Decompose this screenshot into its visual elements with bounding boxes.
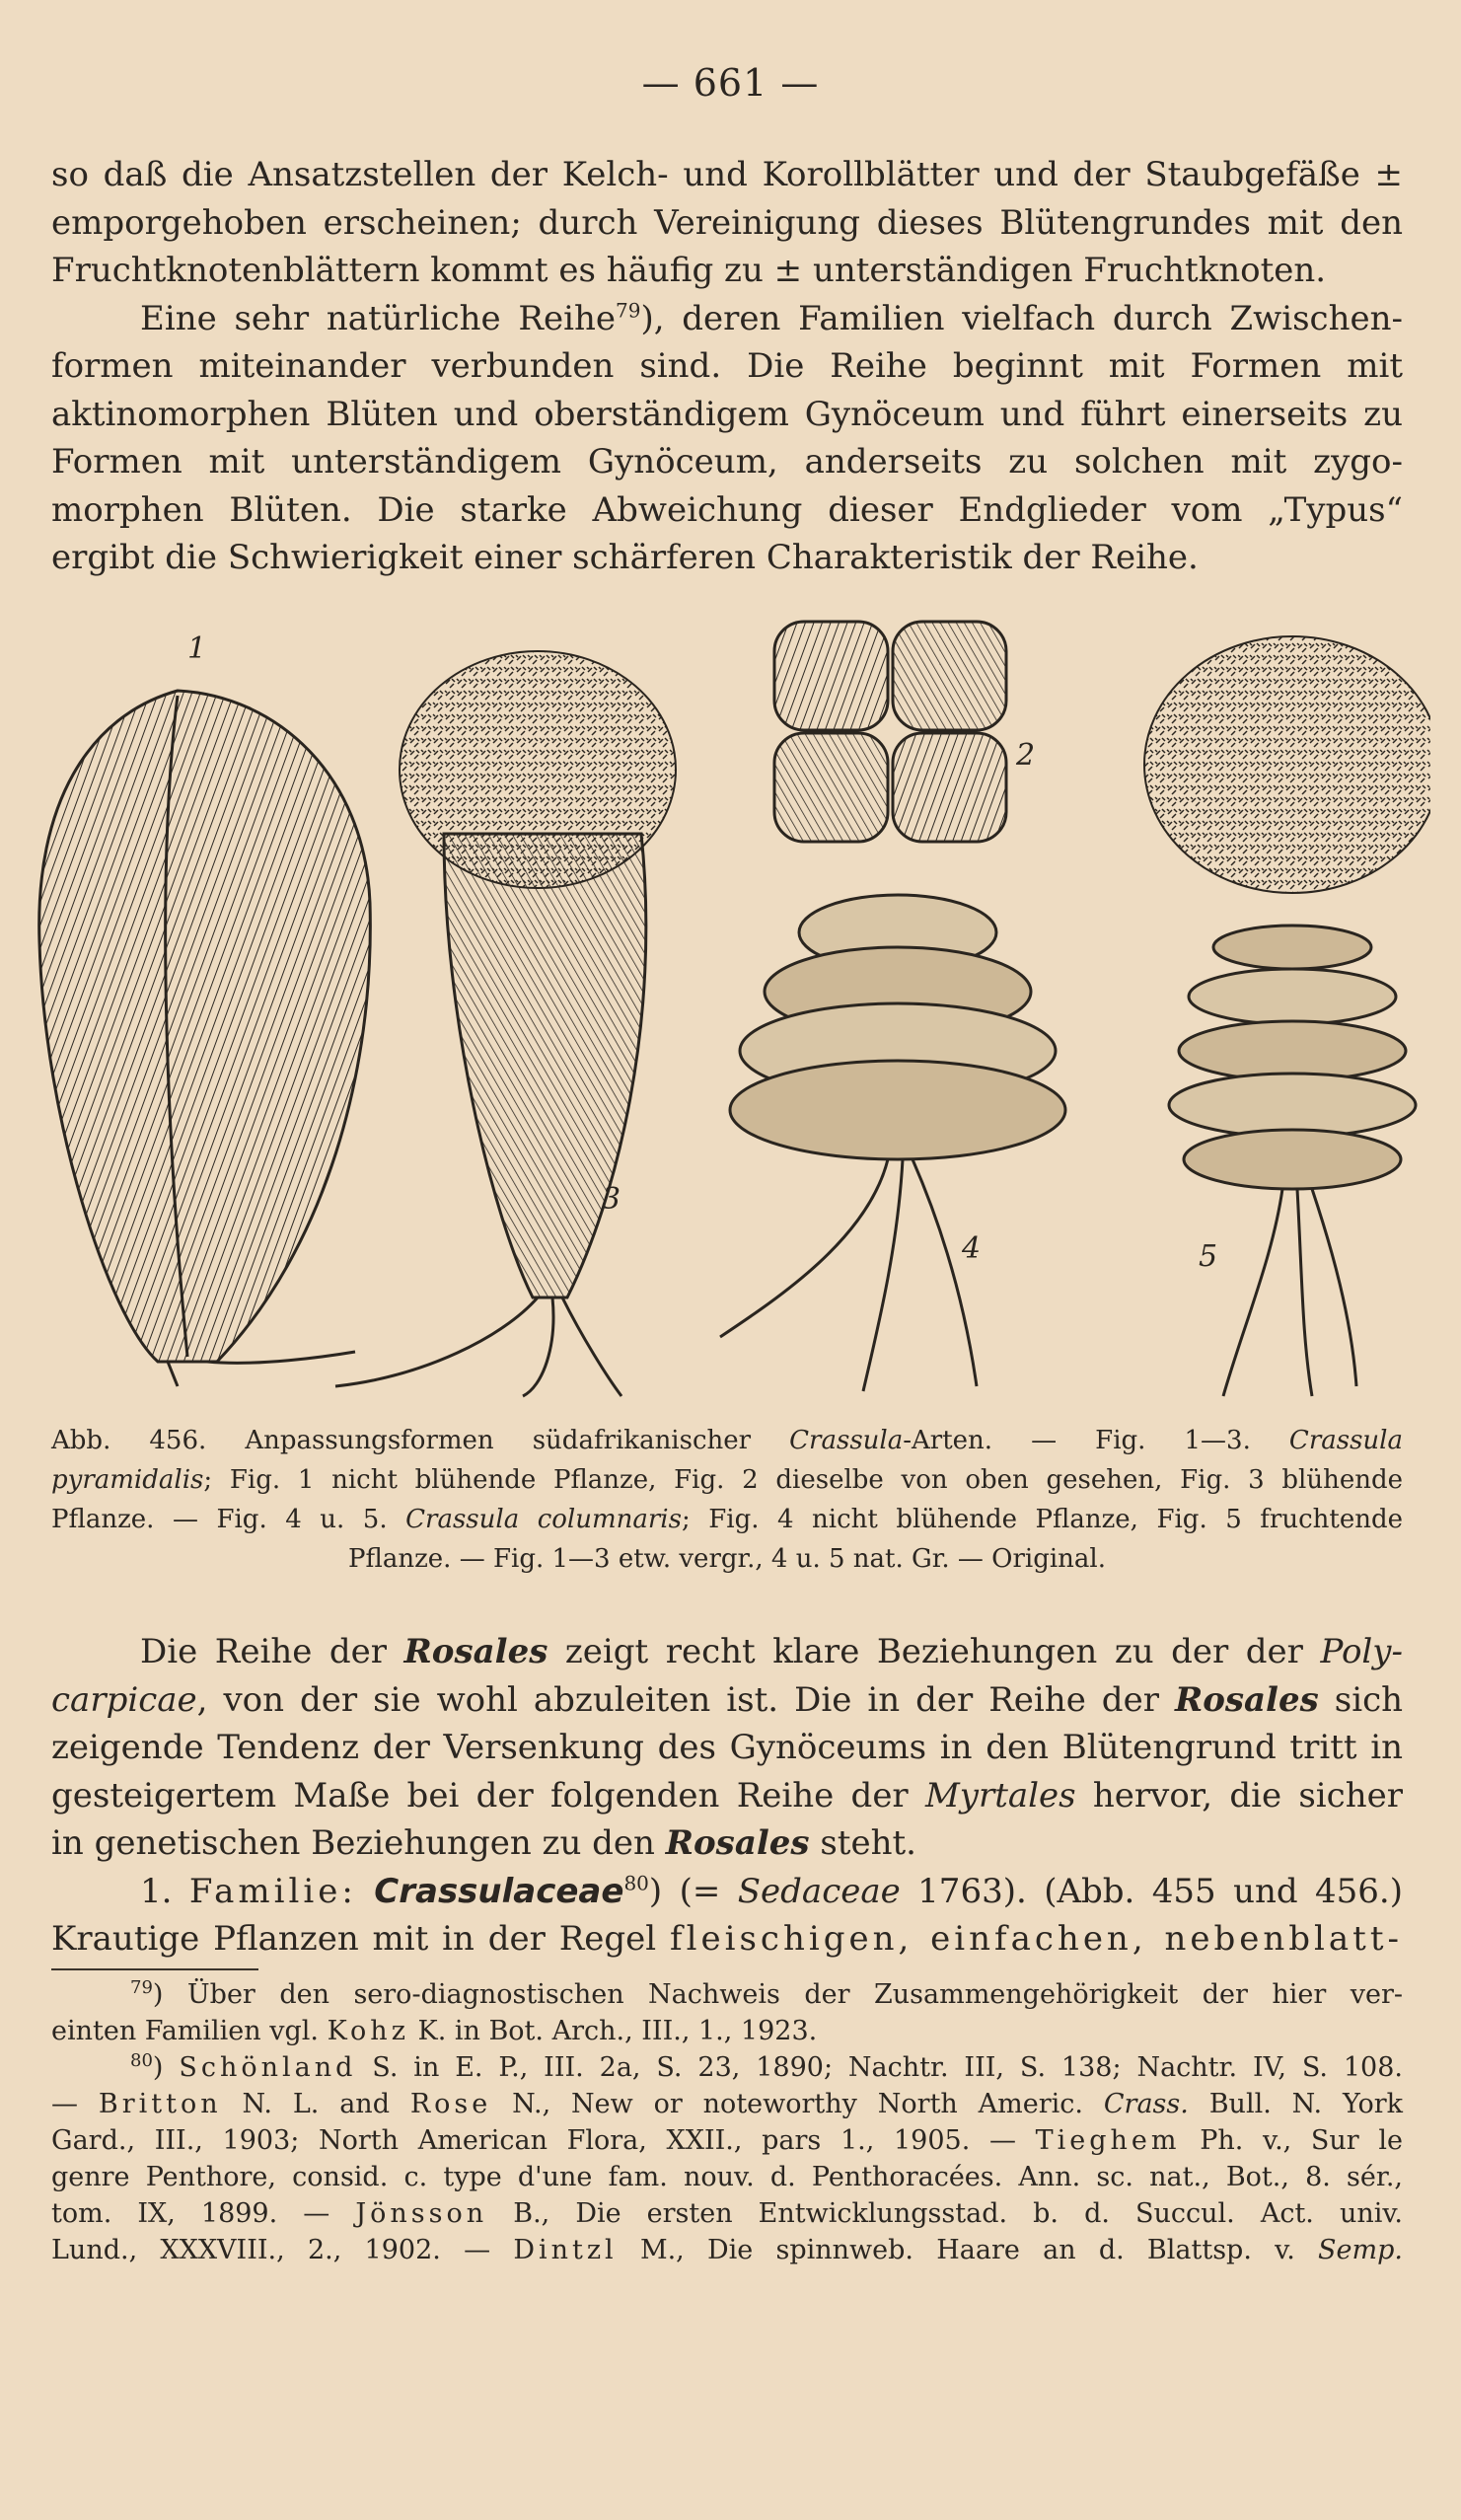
figure-label-1: 1 <box>187 631 207 666</box>
text-line: carpicae, von der sie wohl abzuleiten ist. Die in der Reihe der Rosales sich <box>51 1679 1404 1720</box>
footnotes <box>51 1976 1403 2268</box>
figure-3-plant <box>335 651 676 1396</box>
footnote-80-cont: genre Penthore, consid. c. type d'une fam. nouv. d. Penthoracées. Ann. sc. nat., Bot., 8. sér., <box>51 2162 1403 2192</box>
figure-label-5: 5 <box>1199 1239 1218 1274</box>
figure-label-4: 4 <box>962 1231 982 1266</box>
crassula-figure <box>30 607 1430 1411</box>
figure-caption <box>51 1421 1403 1579</box>
text-line: zeigende Tendenz der Versenkung des Gynöceums in den Blütengrund tritt in <box>51 1728 1403 1767</box>
figure-4-plant <box>720 895 1065 1391</box>
paragraph-top <box>51 151 1403 582</box>
text-line: Formen mit unterständigem Gynöceum, anderseits zu solchen mit zygo- <box>51 442 1403 482</box>
caption-line: Abb. 456. Anpassungsformen südafrikanischer Crassula-Arten. — Fig. 1—3. Crassula <box>51 1426 1403 1455</box>
footnote-80-cont: — Britton N. L. and Rose N., New or noteworthy North Americ. Crass. Bull. N. York <box>51 2089 1404 2119</box>
figure-5-plant <box>1144 636 1430 1396</box>
text-line: emporgehoben erscheinen; durch Vereinigung dieses Blütengrundes mit den <box>51 202 1403 243</box>
text-line: Krautige Pflanzen mit in der Regel fleischigen, einfachen, nebenblatt- <box>51 1919 1403 1959</box>
text-line: formen miteinander verbunden sind. Die Reihe beginnt mit Formen mit <box>51 346 1403 386</box>
text-line: Die Reihe der Rosales zeigt recht klare Beziehungen zu der der Poly- <box>140 1632 1403 1671</box>
text-line: in genetischen Beziehungen zu den Rosales steht. <box>51 1823 916 1863</box>
text-line: Eine sehr natürliche Reihe$^{79}$), deren Familien vielfach durch Zwischen- <box>140 298 1403 338</box>
caption-line: Pflanze. — Fig. 4 u. 5. Crassula columnaris; Fig. 4 nicht blühende Pflanze, Fig. 5 fruchtende <box>51 1505 1403 1534</box>
text-line: Fruchtknotenblättern kommt es häufig zu ± unterständigen Fruchtknoten. <box>51 251 1327 290</box>
footnote-79-cont: einten Familien vgl. Kohz K. in Bot. Arch., III., 1., 1923. <box>51 2016 818 2046</box>
figure-2-top-view <box>774 622 1006 842</box>
text-line: ergibt die Schwierigkeit einer schärferen Charakteristik der Reihe. <box>51 538 1199 577</box>
family-heading: 1. Familie: Crassulaceae$^{80}$) (= Sedaceae 1763). (Abb. 455 und 456.) <box>140 1871 1404 1911</box>
footnote-80-cont: tom. IX, 1899. — Jönsson B., Die ersten Entwicklungsstad. b. d. Succul. Act. univ. <box>51 2198 1403 2229</box>
figure-1-plant <box>39 691 371 1386</box>
figure-label-3: 3 <box>602 1182 621 1217</box>
caption-line: Pflanze. — Fig. 1—3 etw. vergr., 4 u. 5 nat. Gr. — Original. <box>348 1544 1106 1574</box>
footnote-divider <box>51 1968 258 1970</box>
figure-label-2: 2 <box>1016 738 1036 773</box>
paragraph-three <box>51 1628 1403 1964</box>
footnote-80: $^{80}$) Schönland S. in E. P., III. 2a, S. 23, 1890; Nachtr. III, S. 138; Nachtr. IV, S. 108. <box>130 2050 1403 2083</box>
caption-line: pyramidalis; Fig. 1 nicht blühende Pflanze, Fig. 2 dieselbe von oben gesehen, Fig. 3 blühende <box>51 1465 1403 1495</box>
footnote-79: $^{79}$) Über den sero-diagnostischen Nachweis der Zusammengehörigkeit der hier ver- <box>130 1977 1403 2010</box>
text-line: morphen Blüten. Die starke Abweichung dieser Endglieder vom „Typus“ <box>51 489 1403 530</box>
footnote-80-cont: Gard., III., 1903; North American Flora, XXII., pars 1., 1905. — Tieghem Ph. v., Sur le <box>51 2125 1404 2156</box>
footnote-80-cont: Lund., XXXVIII., 2., 1902. — Dintzl M., Die spinnweb. Haare an d. Blattsp. v. Semp. <box>51 2235 1403 2265</box>
text-line: aktinomorphen Blüten und oberständigem Gynöceum und führt einerseits zu <box>51 394 1403 434</box>
text-line: so daß die Ansatzstellen der Kelch- und Korollblätter und der Staubgefäße ± <box>51 155 1403 194</box>
text-line: gesteigertem Maße bei der folgenden Reihe der Myrtales hervor, die sicher <box>51 1775 1403 1816</box>
page-number: — 661 — <box>641 61 820 105</box>
